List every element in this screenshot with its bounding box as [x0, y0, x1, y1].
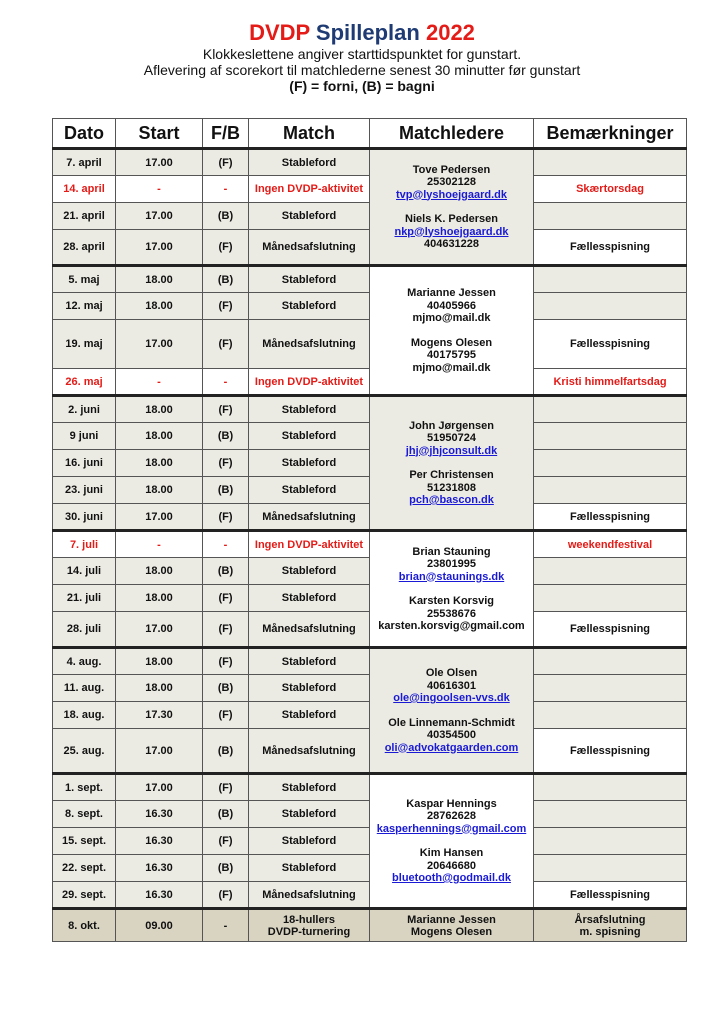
cell-bemaerkning: [534, 801, 687, 828]
table-row: [53, 774, 687, 801]
manager-name: Kim Hansen: [419, 847, 484, 859]
cell-bemaerkning: [534, 423, 687, 450]
cell-dato: 16. juni: [53, 450, 116, 477]
cell-dato: 28. april: [53, 230, 116, 266]
cell-fb: (B): [203, 423, 249, 450]
manager-block: [370, 798, 533, 836]
cell-start: 18.00: [116, 396, 203, 423]
col-header-match: Match: [249, 119, 370, 149]
cell-dato: 1. sept.: [53, 774, 116, 801]
cell-match: Stableford: [249, 396, 370, 423]
cell-start: 16.30: [116, 882, 203, 909]
cell-match: Stableford: [249, 423, 370, 450]
cell-bemaerkning: [534, 855, 687, 882]
cell-matchledere: [370, 774, 534, 909]
manager-email-link[interactable]: oli@advokatgaarden.com: [384, 741, 519, 754]
cell-bemaerkning: [534, 675, 687, 702]
cell-start: 16.30: [116, 855, 203, 882]
manager-email-link[interactable]: jhj@jhjconsult.dk: [405, 444, 498, 457]
manager-name: Mogens Olesen: [410, 336, 493, 349]
manager-block: [370, 595, 533, 633]
schedule-table: [52, 118, 687, 942]
cell-bemaerkning: Fællesspisning: [534, 320, 687, 369]
cell-bemaerkning: [534, 774, 687, 801]
cell-dato: 14. april: [53, 176, 116, 203]
cell-dato: 5. maj: [53, 266, 116, 293]
cell-start: -: [116, 176, 203, 203]
cell-fb: (F): [203, 450, 249, 477]
cell-fb: (B): [203, 477, 249, 504]
table-row: [53, 396, 687, 423]
manager-name: Ole Linnemann-Schmidt: [388, 716, 515, 729]
cell-bemaerkning: [534, 266, 687, 293]
cell-fb: (B): [203, 801, 249, 828]
cell-bemaerkning-line2: m. spisning: [579, 925, 641, 938]
manager-phone: 40175795: [427, 349, 476, 361]
manager-name: Niels K. Pedersen: [405, 213, 498, 225]
cell-dato: 26. maj: [53, 369, 116, 396]
manager-phone: 40354500: [427, 729, 476, 741]
cell-fb: (B): [203, 558, 249, 585]
cell-fb: -: [203, 369, 249, 396]
cell-dato: 19. maj: [53, 320, 116, 369]
cell-fb: (F): [203, 396, 249, 423]
manager-name: Per Christensen: [409, 469, 494, 481]
col-header-dato: Dato: [53, 119, 116, 149]
manager-block: [370, 667, 533, 705]
cell-start: 16.30: [116, 801, 203, 828]
cell-match: Månedsafslutning: [249, 230, 370, 266]
cell-fb: (F): [203, 320, 249, 369]
cell-fb: (B): [203, 266, 249, 293]
cell-dato: 23. juni: [53, 477, 116, 504]
manager-phone: 51231808: [427, 481, 476, 494]
cell-match: Stableford: [249, 801, 370, 828]
cell-dato: 28. juli: [53, 612, 116, 648]
cell-fb: (F): [203, 149, 249, 176]
cell-fb: (F): [203, 612, 249, 648]
cell-matchledere: [370, 909, 534, 942]
cell-start: 17.00: [116, 774, 203, 801]
cell-fb: (F): [203, 585, 249, 612]
manager-block: [370, 546, 533, 584]
cell-start: 17.00: [116, 729, 203, 774]
cell-start: -: [116, 531, 203, 558]
manager-name: John Jørgensen: [409, 419, 494, 432]
cell-start: 17.00: [116, 320, 203, 369]
cell-dato: 4. aug.: [53, 648, 116, 675]
manager-email: 404631228: [423, 238, 480, 250]
subtitle-line-1: Klokkeslettene angiver starttidspunktet for gunstart.: [202, 46, 522, 62]
cell-bemaerkning: [534, 648, 687, 675]
cell-dato: 2. juni: [53, 396, 116, 423]
cell-dato: 14. juli: [53, 558, 116, 585]
cell-match: Månedsafslutning: [249, 882, 370, 909]
cell-bemaerkning: [534, 396, 687, 423]
cell-matchledere-line2: Mogens Olesen: [410, 925, 493, 938]
cell-bemaerkning: Fællesspisning: [534, 230, 687, 266]
cell-match: Stableford: [249, 828, 370, 855]
cell-bemaerkning: [534, 585, 687, 612]
manager-phone: 25538676: [427, 607, 476, 620]
manager-email: mjmo@mail.dk: [412, 312, 491, 324]
cell-matchledere: [370, 266, 534, 396]
cell-dato: 15. sept.: [53, 828, 116, 855]
cell-start: 17.00: [116, 504, 203, 531]
manager-name: Ole Olsen: [425, 667, 478, 679]
cell-bemaerkning: Fællesspisning: [534, 504, 687, 531]
cell-start: 17.00: [116, 203, 203, 230]
cell-bemaerkning: [534, 558, 687, 585]
manager-block: [370, 164, 533, 202]
cell-match: Månedsafslutning: [249, 504, 370, 531]
cell-match: Stableford: [249, 477, 370, 504]
cell-match: Stableford: [249, 855, 370, 882]
manager-name: Brian Stauning: [412, 545, 491, 558]
cell-bemaerkning: Fællesspisning: [534, 612, 687, 648]
cell-match: Stableford: [249, 774, 370, 801]
manager-phone: 40405966: [427, 299, 476, 312]
manager-name: Tove Pedersen: [412, 163, 491, 176]
cell-bemaerkning: [534, 450, 687, 477]
cell-match: Stableford: [249, 266, 370, 293]
table-header-row: [53, 119, 687, 149]
cell-match-line2: DVDP-turnering: [267, 925, 351, 938]
manager-email-link[interactable]: bluetooth@godmail.dk: [392, 872, 511, 884]
cell-bemaerkning: Skærtorsdag: [534, 176, 687, 203]
cell-start: 17.00: [116, 149, 203, 176]
cell-bemaerkning: [534, 293, 687, 320]
manager-email-link[interactable]: pch@bascon.dk: [409, 494, 494, 506]
cell-start: 17.00: [116, 612, 203, 648]
manager-email-link[interactable]: kasperhennings@gmail.com: [376, 822, 527, 835]
cell-bemaerkning: [534, 203, 687, 230]
manager-phone: 28762628: [427, 810, 476, 822]
cell-dato: 29. sept.: [53, 882, 116, 909]
cell-match: Stableford: [249, 702, 370, 729]
cell-dato: 11. aug.: [53, 675, 116, 702]
cell-matchledere: [370, 149, 534, 266]
cell-match: Månedsafslutning: [249, 729, 370, 774]
manager-block: [370, 469, 533, 507]
cell-matchledere-line1: Marianne Jessen: [407, 913, 496, 926]
manager-block: [370, 847, 533, 885]
cell-dato: 25. aug.: [53, 729, 116, 774]
page-header: [0, 20, 724, 94]
cell-fb: (F): [203, 774, 249, 801]
title-spilleplan: Spilleplan: [315, 20, 420, 45]
manager-phone: 25302128: [427, 176, 476, 188]
cell-dato: 21. april: [53, 203, 116, 230]
cell-bemaerkning: [534, 702, 687, 729]
cell-matchledere: [370, 648, 534, 774]
title-dvdp: DVDP: [249, 20, 310, 45]
cell-match: Stableford: [249, 648, 370, 675]
cell-match: Stableford: [249, 293, 370, 320]
cell-start: 17.00: [116, 230, 203, 266]
manager-email-link[interactable]: brian@staunings.dk: [398, 570, 505, 583]
cell-fb: (F): [203, 648, 249, 675]
cell-dato: 30. juni: [53, 504, 116, 531]
cell-start: 18.00: [116, 450, 203, 477]
cell-dato: 9 juni: [53, 423, 116, 450]
manager-name: Karsten Korsvig: [409, 595, 494, 607]
cell-start: 17.30: [116, 702, 203, 729]
cell-start: 18.00: [116, 648, 203, 675]
cell-bemaerkning: weekendfestival: [534, 531, 687, 558]
cell-match: Ingen DVDP-aktivitet: [249, 369, 370, 396]
cell-bemaerkning: [534, 828, 687, 855]
table-row: [53, 531, 687, 558]
cell-fb: (B): [203, 675, 249, 702]
table-row: [53, 266, 687, 293]
cell-fb: -: [203, 909, 249, 942]
cell-bemaerkning: Fællesspisning: [534, 882, 687, 909]
cell-dato: 18. aug.: [53, 702, 116, 729]
col-header-matchledere: Matchledere: [370, 119, 534, 149]
cell-match: Stableford: [249, 149, 370, 176]
cell-match-line1: 18-hullers: [283, 913, 335, 926]
cell-fb: (B): [203, 203, 249, 230]
cell-fb: (F): [203, 230, 249, 266]
cell-start: 09.00: [116, 909, 203, 942]
cell-match: Ingen DVDP-aktivitet: [249, 531, 370, 558]
manager-email: karsten.korsvig@gmail.com: [378, 620, 525, 632]
schedule-body: [53, 149, 687, 942]
cell-fb: (B): [203, 729, 249, 774]
cell-match: Stableford: [249, 558, 370, 585]
cell-start: 18.00: [116, 423, 203, 450]
manager-block: [370, 213, 533, 251]
manager-block: [370, 287, 533, 325]
cell-start: 16.30: [116, 828, 203, 855]
cell-bemaerkning: [534, 909, 687, 942]
cell-fb: (F): [203, 504, 249, 531]
cell-bemaerkning: Kristi himmelfartsdag: [534, 369, 687, 396]
cell-fb: (F): [203, 293, 249, 320]
table-row: [53, 648, 687, 675]
manager-email-link[interactable]: nkp@lyshoejgaard.dk: [394, 225, 509, 238]
cell-start: 18.00: [116, 477, 203, 504]
cell-start: 18.00: [116, 293, 203, 320]
cell-fb: (F): [203, 702, 249, 729]
subtitle-legend: (F) = forni, (B) = bagni: [289, 78, 435, 94]
cell-dato: 22. sept.: [53, 855, 116, 882]
cell-fb: (F): [203, 882, 249, 909]
cell-dato: 8. okt.: [53, 909, 116, 942]
manager-phone: 23801995: [427, 558, 476, 570]
cell-match: [249, 909, 370, 942]
manager-name: Marianne Jessen: [407, 287, 496, 299]
table-row-final: [53, 909, 687, 942]
cell-start: 18.00: [116, 266, 203, 293]
manager-block: [370, 717, 533, 755]
page-title: [0, 20, 724, 46]
cell-bemaerkning-line1: Årsafslutning: [574, 913, 646, 926]
cell-bemaerkning: Fællesspisning: [534, 729, 687, 774]
col-header-fb: F/B: [203, 119, 249, 149]
cell-fb: (B): [203, 855, 249, 882]
manager-phone: 51950724: [427, 432, 476, 444]
cell-dato: 8. sept.: [53, 801, 116, 828]
table-row: [53, 149, 687, 176]
manager-name: Kaspar Hennings: [406, 797, 497, 810]
cell-dato: 21. juli: [53, 585, 116, 612]
cell-start: 18.00: [116, 558, 203, 585]
cell-match: Stableford: [249, 203, 370, 230]
cell-match: Stableford: [249, 675, 370, 702]
subtitle-line-2: Aflevering af scorekort til matchlederne senest 30 minutter før gunstart: [143, 62, 581, 78]
manager-phone: 20646680: [427, 859, 476, 872]
cell-matchledere: [370, 396, 534, 531]
cell-fb: -: [203, 531, 249, 558]
col-header-bemaerkninger: Bemærkninger: [534, 119, 687, 149]
title-year: 2022: [425, 20, 475, 45]
cell-match: Månedsafslutning: [249, 320, 370, 369]
cell-fb: (F): [203, 828, 249, 855]
cell-start: 18.00: [116, 675, 203, 702]
cell-start: 18.00: [116, 585, 203, 612]
manager-email: mjmo@mail.dk: [412, 361, 491, 374]
cell-dato: 7. juli: [53, 531, 116, 558]
cell-match: Ingen DVDP-aktivitet: [249, 176, 370, 203]
manager-email-link[interactable]: tvp@lyshoejgaard.dk: [396, 188, 507, 201]
cell-matchledere: [370, 531, 534, 648]
cell-bemaerkning: [534, 477, 687, 504]
manager-email-link[interactable]: ole@ingoolsen-vvs.dk: [393, 692, 510, 704]
cell-dato: 12. maj: [53, 293, 116, 320]
cell-match: Månedsafslutning: [249, 612, 370, 648]
manager-block: [370, 420, 533, 458]
manager-block: [370, 337, 533, 375]
cell-fb: -: [203, 176, 249, 203]
col-header-start: Start: [116, 119, 203, 149]
cell-bemaerkning: [534, 149, 687, 176]
cell-start: -: [116, 369, 203, 396]
cell-match: Stableford: [249, 585, 370, 612]
manager-phone: 40616301: [427, 679, 476, 692]
cell-match: Stableford: [249, 450, 370, 477]
cell-dato: 7. april: [53, 149, 116, 176]
